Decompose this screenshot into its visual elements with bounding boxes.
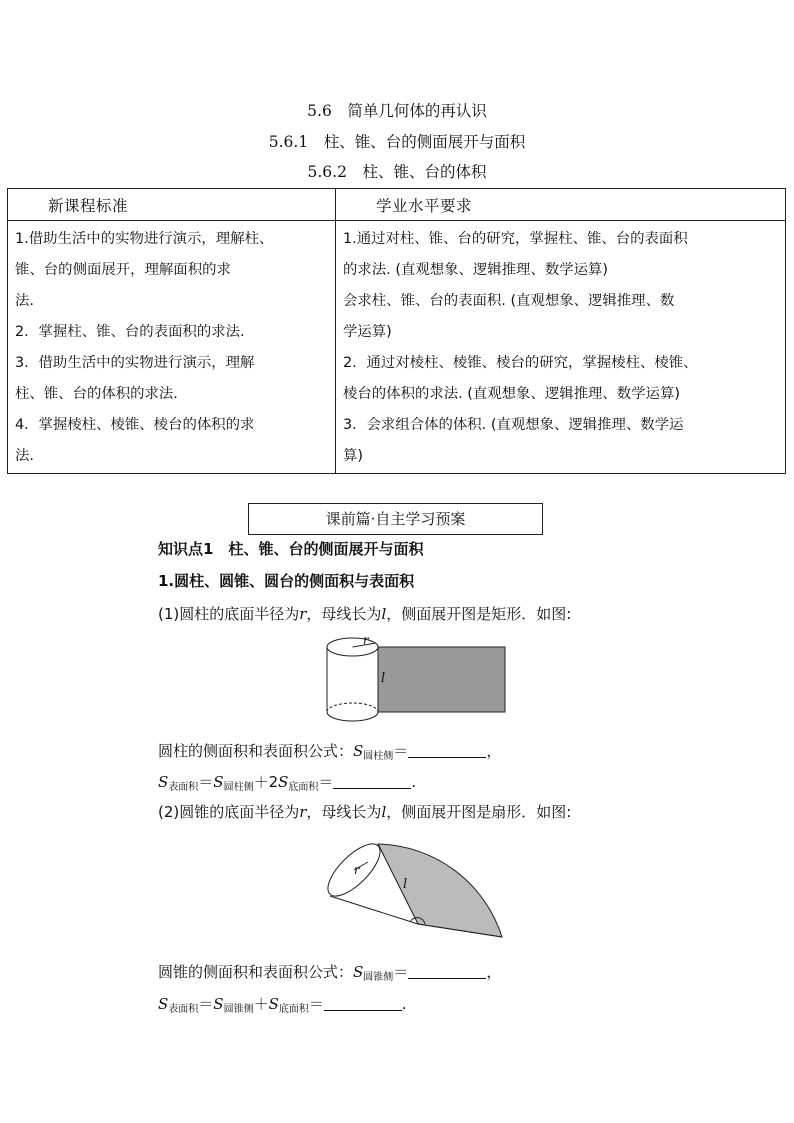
subscript-base: 底面积 <box>278 1004 309 1015</box>
equals-sign: ＝ <box>318 773 334 791</box>
requirement-line: 1.通过对柱、锥、台的研究，掌握柱、锥、台的表面积 <box>343 231 688 247</box>
subscript-side: 圆锥侧 <box>223 1004 254 1015</box>
var-S: S <box>158 773 169 791</box>
text-run: 圆锥的侧面积和表面积公式： <box>158 963 354 981</box>
standard-line: 法. <box>15 293 34 309</box>
var-S: S <box>268 995 279 1013</box>
answer-blank-cone-side[interactable] <box>408 964 486 979</box>
var-S: S <box>353 963 364 981</box>
var-S: S <box>278 773 289 791</box>
var-S: S <box>213 995 224 1013</box>
label-r: r <box>363 633 369 647</box>
subsection-title-1: 5.6.1 柱、锥、台的侧面展开与面积 <box>268 132 526 151</box>
equals-sign: ＝ <box>308 995 324 1013</box>
equals-sign: ＝ <box>198 773 214 791</box>
var-S: S <box>213 773 224 791</box>
equals-sign: ＝ <box>393 742 409 760</box>
lateral-rectangle <box>378 647 505 712</box>
table-header-requirement: 学业水平要求 <box>336 189 786 221</box>
cone-formula-line-1 <box>158 961 501 983</box>
standard-line: 法. <box>15 448 34 464</box>
subscript-surface: 表面积 <box>168 782 199 793</box>
answer-blank-cylinder-surface[interactable] <box>333 774 411 789</box>
cone-net-figure <box>316 828 526 948</box>
text-run: 圆柱的侧面积和表面积公式： <box>158 742 354 760</box>
cylinder-intro <box>158 603 571 624</box>
requirement-line: 2．通过对棱柱、棱锥、棱台的研究，掌握棱柱、棱锥、 <box>343 355 698 371</box>
requirement-cell <box>336 221 786 474</box>
subscript-side: 圆柱侧 <box>363 751 394 762</box>
cylinder-net-figure <box>318 630 518 730</box>
period: . <box>411 773 417 791</box>
subscript-side: 圆锥侧 <box>363 972 394 983</box>
subsection-title-2: 5.6.2 柱、锥、台的体积 <box>307 163 487 181</box>
standard-line: 3．借助生活中的实物进行演示，理解 <box>15 355 255 371</box>
text-run: ，母线长为 <box>306 803 382 821</box>
var-S: S <box>158 995 169 1013</box>
comma: ， <box>486 963 502 981</box>
plus-two: ＋2 <box>253 773 279 791</box>
subscript-base: 底面积 <box>288 782 319 793</box>
cylinder-formula-line-2 <box>158 771 416 793</box>
requirement-line: 学运算) <box>343 324 392 340</box>
title-block <box>0 96 794 188</box>
cylinder-body <box>327 647 378 712</box>
var-l: l <box>381 605 387 623</box>
requirement-line: 会求柱、锥、台的表面积. (直观想象、逻辑推理、数 <box>343 293 675 309</box>
equals-sign: ＝ <box>198 995 214 1013</box>
text-run: ，侧面展开图是矩形．如图: <box>386 605 572 623</box>
period: . <box>401 995 407 1013</box>
standards-table <box>7 188 786 474</box>
answer-blank-cylinder-side[interactable] <box>408 743 486 758</box>
table-header-standard: 新课程标准 <box>8 189 336 221</box>
standard-line: 1.借助生活中的实物进行演示，理解柱、 <box>15 231 274 247</box>
var-r: r <box>299 803 307 821</box>
comma: ， <box>486 742 502 760</box>
cone-formula-line-2 <box>158 993 407 1015</box>
label-r: r <box>354 863 360 877</box>
standard-line: 4．掌握棱柱、棱锥、棱台的体积的求 <box>15 417 255 433</box>
plus-sign: ＋ <box>253 995 269 1013</box>
var-S: S <box>353 742 364 760</box>
cylinder-bottom-front <box>327 712 378 721</box>
label-l: l <box>381 671 386 686</box>
requirement-line: 的求法. (直观想象、逻辑推理、数学运算) <box>343 262 609 278</box>
subheading: 1.圆柱、圆锥、圆台的侧面积与表面积 <box>158 572 415 590</box>
text-run: (1)圆柱的底面半径为 <box>158 605 300 623</box>
var-r: r <box>299 605 307 623</box>
var-l: l <box>381 803 387 821</box>
equals-sign: ＝ <box>393 963 409 981</box>
text-run: (2)圆锥的底面半径为 <box>158 803 300 821</box>
section-box-preview: 课前篇·自主学习预案 <box>248 503 543 535</box>
requirement-line: 算) <box>343 448 364 464</box>
knowledge-point-heading: 知识点1 柱、锥、台的侧面展开与面积 <box>158 540 424 558</box>
standard-cell <box>8 221 336 474</box>
cylinder-formula-line-1 <box>158 740 501 762</box>
subscript-side: 圆柱侧 <box>223 782 254 793</box>
answer-blank-cone-surface[interactable] <box>324 996 402 1011</box>
standard-line: 2．掌握柱、锥、台的表面积的求法. <box>15 324 245 340</box>
requirement-line: 3．会求组合体的体积. (直观想象、逻辑推理、数学运 <box>343 417 684 433</box>
text-run: ，母线长为 <box>306 605 382 623</box>
section-title: 5.6 简单几何体的再认识 <box>307 102 487 120</box>
requirement-line: 棱台的体积的求法. (直观想象、逻辑推理、数学运算) <box>343 386 680 402</box>
standard-line: 锥、台的侧面展开，理解面积的求 <box>15 262 231 278</box>
standard-line: 柱、锥、台的体积的求法. <box>15 386 178 402</box>
label-l: l <box>403 877 408 892</box>
subscript-surface: 表面积 <box>168 1004 199 1015</box>
text-run: ，侧面展开图是扇形．如图: <box>386 803 572 821</box>
cone-intro <box>158 801 571 822</box>
